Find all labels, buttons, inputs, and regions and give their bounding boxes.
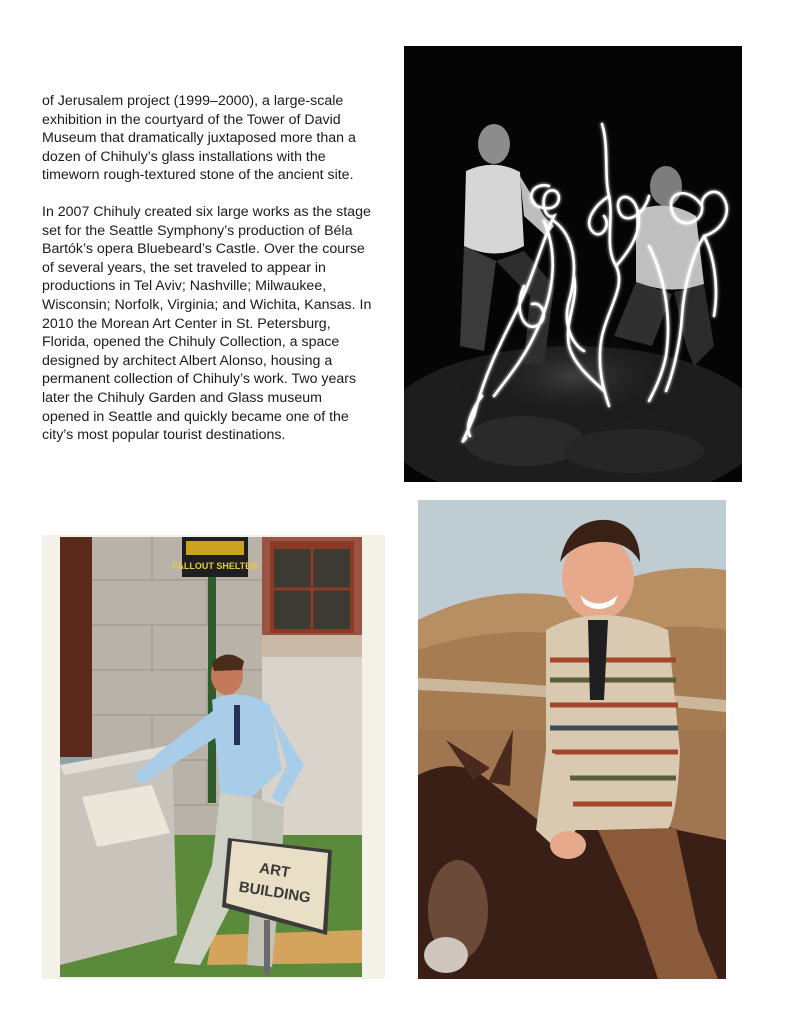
body-text [42, 92, 372, 463]
sign-text-art: ART [258, 859, 292, 882]
sign-text-building: BUILDING [237, 878, 312, 907]
donkey-ride-illustration [418, 500, 726, 979]
photo-donkey-ride [418, 500, 726, 979]
photo-light-drawing [404, 46, 742, 482]
fallout-shelter-sign: FALLOUT SHELTER [172, 561, 258, 571]
paragraph-1: of Jerusalem project (1999–2000), a large-scale exhibition in the courtyard of the Tower of David Museum that dramatically juxtaposed more than a dozen of Chihuly’s glass installations with the timeworn rough-textured stone of the ancient site. [42, 93, 356, 184]
paragraph-2: In 2007 Chihuly created six large works as the stage set for the Seattle Symphony’s production of Béla Bartók’s opera Bluebeard’s Castle. Over the course of several years, the set traveled to appear in productions in Tel Aviv; Nashville; Milwaukee, Wisconsin; Norfolk, Virginia; and Wichita, Kansas. In 2010 the Morean Art Center in St. Petersburg, Florida, opened the Chihuly Collection, a space designed by architect Albert Alonso, housing a permanent collection of Chihuly’s work. Two years later the Chihuly Garden and Glass museum opened in Seattle and quickly became one of the city’s most popular tourist destinations. [42, 203, 372, 444]
photo-art-building [42, 535, 385, 979]
art-building-illustration [42, 535, 385, 979]
light-drawing-illustration [404, 46, 742, 482]
